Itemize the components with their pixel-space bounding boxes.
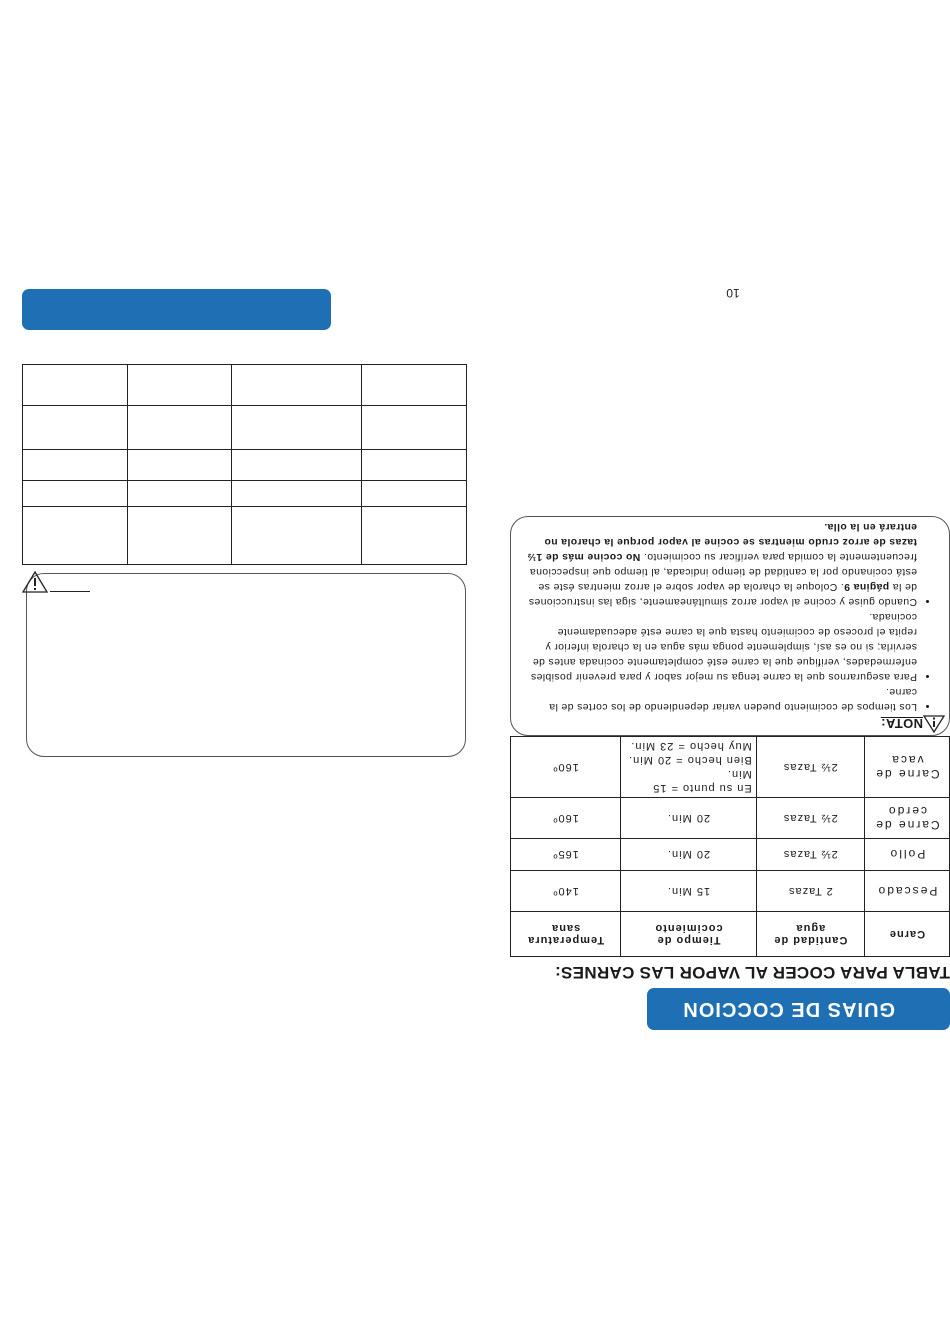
note-list [525,519,931,714]
empty-cell [23,507,128,565]
empty-cell [232,406,362,450]
table-row [511,871,950,912]
empty-cell [362,365,467,406]
empty-cell [232,507,362,565]
water-cell: 2 Tazas [756,871,864,912]
column-header-meat: Carne [864,912,949,957]
column-header-temperature: Temperatura sana [511,912,621,957]
left-page-empty-table [22,364,467,565]
temperature-cell: 160º [511,798,621,839]
meat-cell: Pollo [864,839,949,871]
table-row [511,737,950,798]
table-title: TABLA PARA COCER AL VAPOR LAS CARNES: [554,963,950,982]
note-item: • Para asegurarnos que la carne tenga su mejor sabor y para prevenir posibles enfermedades, verifique que la carne esté completamente cocinada antes de servirla; si no es así, simplemente ponga más agua en la charola inferior y repita el proceso de cocimiento hasta que la carne esté adecuadamente cocinada. [525,609,917,684]
table-row [511,839,950,871]
temperature-cell: 165º [511,839,621,871]
time-line: Muy hecho = 23 Min. [630,740,752,752]
time-cell [621,737,756,798]
empty-cell [232,365,362,406]
note-item [525,519,917,609]
empty-cell [23,481,128,507]
empty-cell [362,406,467,450]
empty-cell [23,406,128,450]
empty-cell [362,450,467,481]
note-item: • Los tiempos de cocimiento pueden variar dependiendo de los cortes de la carne. [525,684,917,714]
column-header-water: Cantidad de agua [756,912,864,957]
empty-cell [128,406,232,450]
page-number: 10 [726,286,740,300]
section-banner: GUIAS DE COCCION [647,988,950,1030]
note-title [525,716,923,731]
water-cell: 2½ Tazas [756,737,864,798]
left-page-note-box [26,573,466,757]
table-row [511,798,950,839]
time-line: Bien hecho = 20 Min. [628,754,752,766]
note-text: Cuando guise y cocine al vapor arroz simultáneamente, siga las instrucciones de la [528,581,917,607]
empty-cell [128,481,232,507]
left-note-title-underline [50,591,90,592]
steam-cooking-table [510,736,950,957]
meat-cell: Carne de vaca [864,737,949,798]
time-cell: 20 Min. [621,798,756,839]
temperature-cell: 160º [511,737,621,798]
note-warning-text: No cocine más de 1½ tazas de arroz crudo mientras se cocine al vapor porque la charola no entrará en la olla. [527,521,917,562]
page-reference: página 9 [843,581,890,592]
cooking-guide-page [510,516,950,1030]
note-text: . Coloque la charola de vapor sobre el arroz mientras éste se está cocinando por la cantidad de tiempo indicada, al tiempo que inspecciona frecuentemente la comida para verificar su cocimiento. [529,551,917,592]
time-line: En su punto = 15 Min. [652,768,752,794]
water-cell: 2½ Tazas [756,798,864,839]
temperature-cell: 140º [511,871,621,912]
meat-cell: Carne de cerdo [864,798,949,839]
note-title-text: NOTA: [880,716,923,731]
time-cell: 15 Min. [621,871,756,912]
empty-cell [128,365,232,406]
note-box [510,516,950,736]
warning-icon [923,715,945,733]
warning-icon [22,571,48,593]
empty-cell [128,507,232,565]
column-header-time: Tiempo de cocimiento [621,912,756,957]
empty-cell [128,450,232,481]
empty-cell [23,450,128,481]
meat-cell: Pescado [864,871,949,912]
water-cell: 2½ Tazas [756,839,864,871]
time-cell: 20 Min. [621,839,756,871]
empty-cell [232,481,362,507]
empty-cell [362,481,467,507]
left-page-banner [22,289,331,330]
empty-cell [362,507,467,565]
empty-cell [232,450,362,481]
empty-cell [23,365,128,406]
table-header-row [511,912,950,957]
